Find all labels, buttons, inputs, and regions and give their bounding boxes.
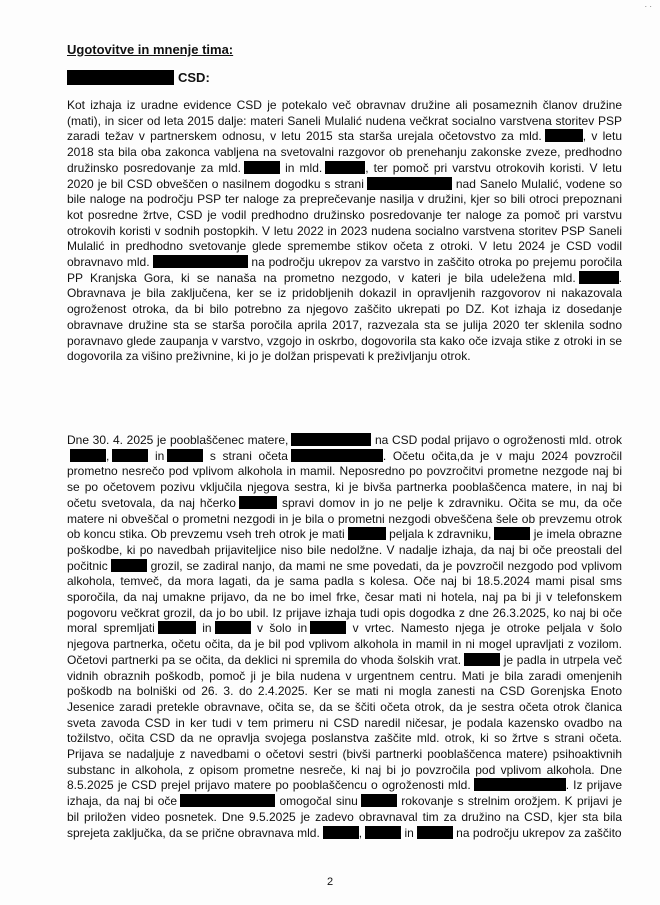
text-run: v šolo in [250, 621, 308, 636]
text-run: na področju ukrepov za varstvo in zaščito otroka po prejemu poročila PP Kranjska Gora, ki se nanaša na prometno nezgodo, v kateri je bila udeležena mld. [67, 255, 623, 285]
text-run: , [106, 448, 110, 463]
redaction-bar [348, 527, 386, 540]
redaction-bar [361, 794, 397, 807]
redaction-bar [545, 129, 583, 142]
redaction-bar [67, 70, 174, 85]
redaction-bar [158, 621, 196, 634]
redaction-bar [70, 449, 106, 462]
redaction-bar [239, 496, 277, 509]
redaction-bar [112, 449, 148, 462]
text-run: in [195, 621, 212, 636]
text-run: je padla in utrpela več vidnih obraznih poškodb, pomoč ji je bila nudena v urgentnem centru. Mati je bila zaradi omenjenih poškodb na bolniški od 26. 3. do 2.4.2025. Ker se mati ni mogla zanesti na CSD Gorenjska Enoto Jesenice zaradi pretekle obravnave, očita se, da se ščiti očeta otrok, da je sestra očeta otrok članica sveta zavoda CSD in ker tudi v tem primeru ni CSD naredil ničesar, je podala kazensko ovadbo na tožilstvo, očita CSD da ne opravlja svojega poslanstva zaščite mld. otrok, ki so žrtve s strani očeta. Prijava se nadaljuje z navedbami o očetovi sestri (bivši partnerki pooblaščenca matere) psihoaktivnih substanc in alkohola, z opisom prometne nesreče, ki naj bi jo povzročila pod vplivom alkohola. Dne 8.5.2025 je CSD prejel prijavo matere po pooblaščencu o ogroženosti mld. [67, 652, 622, 793]
text-run: je imela obrazne poškodbe, ki po navedbah prijaviteljice niso bile nedolžne. V nadalje izhaja, da naj bi oče preostali del počitnic [67, 527, 622, 573]
redaction-bar [244, 161, 280, 174]
text-run: peljala k zdravniku, [385, 527, 492, 542]
text-run: grozil, se zadiral nanjo, da mami ne sme povedati, da je povzročil nezgodo pod vplivom alkohola, temveč, da mora lagati, da je sama padla s kolesa. Oče naj bi 18.5.2024 mami pisal sms sporočila, da naj umakne prijavo, da ne bo imel frke, česar mati ni hotela, naj pa bi ji v telefonskem pogovoru večkrat grozil, da jo bo ubil. Iz prijave izhaja tudi opis dogodka z dne 26.3.2025, ko naj bi oče moral spremljati [67, 558, 622, 636]
text-run: na področju ukrepov za zaščito [452, 825, 622, 840]
page-number: 2 [326, 876, 334, 888]
redaction-bar [180, 794, 275, 807]
redaction-bar [417, 826, 453, 839]
redaction-bar [291, 433, 371, 446]
text-run: in [148, 448, 165, 463]
csd-section-label [67, 70, 210, 85]
redaction-bar [167, 449, 203, 462]
redaction-bar [367, 177, 452, 190]
redaction-bar [215, 621, 251, 634]
text-run: , ter pomoč pri varstvu otrokovih koristi. V letu 2020 je bil CSD obveščen o nasilnem dogodku s strani [67, 160, 622, 191]
redaction-bar [111, 559, 147, 572]
redaction-bar [310, 621, 346, 634]
text-run: . Iz prijave izhaja, da naj bi oče [67, 778, 622, 809]
text-run: s strani očeta [203, 448, 288, 463]
redaction-bar [325, 161, 365, 174]
text-run: rokovanje s strelnim orožjem. K prijavi je bil priložen video posnetek. Dne 9.5.2025 je zadevo obravnaval tim za družino na CSD, kjer sta bila sprejeta zaključka, da se prične obravnava mld. [67, 794, 623, 840]
text-run: Kot izhaja iz uradne evidence CSD je potekalo več obravnav družine ali posameznih članov družine (mati), in sicer od leta 2015 dalje: materi Saneli Mulalić nudena večkrat socialno varstvena storitev PSP zaradi težav v partnerskem odnosu, v letu 2015 sta starša urejala očetovstvo za mld. [67, 98, 622, 144]
paragraph-report [67, 433, 622, 841]
csd-label: CSD: [178, 70, 210, 85]
text-run: omogočal sinu [275, 794, 358, 809]
text-run: , [358, 825, 363, 840]
text-run: , v letu 2018 sta bila oba zakonca vabljena na svetovalni razgovor ob prenehanju zakonske zveze, predhodno družinsko posredovanje za mld. [67, 129, 622, 175]
redaction-bar [494, 527, 530, 540]
redaction-bar [323, 826, 359, 839]
text-run: v vrtec. Namesto njega je otroke peljala v šolo njegova partnerka, očetu očita, da je bil pod vplivom alkohola in mamil in ni mogel upravljati z vozilom. Očetovi partnerki pa se očita, da deklici ni spremila do vhoda šolskih vrat. [67, 621, 623, 667]
paragraph-csd-history [67, 98, 622, 365]
redaction-bar [579, 271, 619, 284]
text-run: nad Sanelo Mulalić, vodene so bile naloge na področju PSP ter naloge za preprečevanje nasilja v družini, kjer so bili otroci prepoznani kot posredne žrtve, CSD je vodil predhodno družinsko posredovanje ter naloge za pomoč pri varstvu otrokovih koristi v sodnih postopkih. V letu 2022 in 2023 nudena socialno varstvena storitev PSP Saneli Mulalić in predhodno svetovanje glede spremembe stikov očeta z otroki. V letu 2024 je CSD vodil obravnavo mld. [67, 176, 622, 270]
text-run: in [401, 825, 414, 840]
redaction-bar [153, 255, 248, 268]
text-run: in mld. [280, 160, 323, 175]
redaction-bar [365, 826, 401, 839]
text-run: . Očetu očita,da je v maju 2024 povzročil prometno nesrečo pod vplivom alkohola in mamil. Neposredno po povzročitvi prometne nezgode naj bi se po očetovem pozivu vključila njegova sestra, ki je bivša partnerka pooblaščenca matere, in naj bi očetu svetovala, da naj hčerko [67, 448, 622, 510]
scan-mark: · · [644, 2, 652, 11]
redaction-bar [464, 653, 500, 666]
text-run: Dne 30. 4. 2025 je pooblaščenec matere, [67, 433, 289, 447]
text-run: spravi domov in jo ne pelje k zdravniku. Očita se mu, da oče matere ni obveščal o prometni nezgodi in je bila o prometni nezgodi obveščena šele ob prevzemu otrok ob koncu stika. Ob prevzemu vseh treh otrok je mati [67, 495, 622, 542]
redaction-bar [291, 449, 383, 462]
text-run: . Obravnava je bila zaključena, ker se iz pridobljenih dokazil in opravljenih razgovorov ni nakazovala ogroženost otroka, da bi bilo potrebno za njegovo zaščito ukrepati po DZ. Kot izhaja iz dosedanje obravnave družine sta se starša poročila aprila 2017, razvezala sta se julija 2020 ter sklenila sodno poravnavo glede zaupanja v varstvo, vzgojo in oskrbo, dogovorila sta kako oče izvaja stike z otroki in se dogovorila za višino preživnine, ki jo je dolžan prispevati k preživljanju otrok. [67, 270, 622, 364]
redaction-bar [474, 778, 566, 791]
section-heading: Ugotovitve in mnenje tima: [67, 42, 234, 57]
text-run: na CSD podal prijavo o ogroženosti mld. otrok [371, 433, 622, 447]
